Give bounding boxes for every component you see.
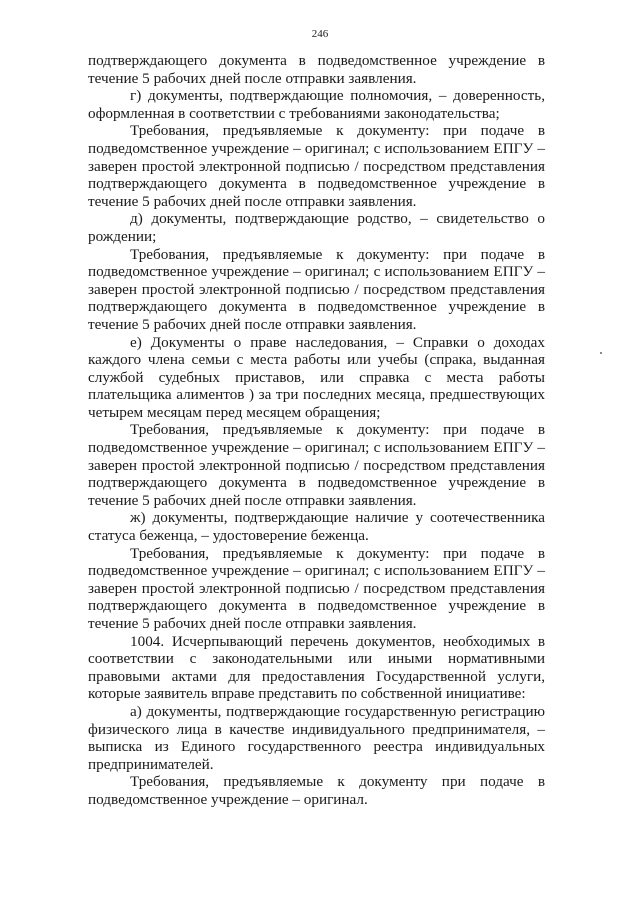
paragraph-item-a: а) документы, подтверждающие государственную регистрацию физического лица в качестве индивидуального предпринимателя, – выписка из Единого государственного реестра индивидуальных предпринимателей. [88, 702, 545, 773]
page-number: 246 [311, 28, 329, 40]
paragraph-requirements-d: Требования, предъявляемые к документу: при подаче в подведомственное учреждение – оригинал; с использованием ЕПГУ – заверен простой электронной подписью / посредством представления подтверждающего документа в подведомственное учреждение в течение 5 рабочих дней после отправки заявления. [88, 245, 545, 333]
paragraph-requirements-g: Требования, предъявляемые к документу: при подаче в подведомственное учреждение – оригинал; с использованием ЕПГУ – заверен простой электронной подписью / посредством представления подтверждающего документа в подведомственное учреждение в течение 5 рабочих дней после отправки заявления. [88, 122, 545, 210]
paragraph-item-d: д) документы, подтверждающие родство, – свидетельство о рождении; [88, 210, 545, 245]
paragraph-requirements-e: Требования, предъявляемые к документу: при подаче в подведомственное учреждение – оригинал; с использованием ЕПГУ – заверен простой электронной подписью / посредством представления подтверждающего документа в подведомственное учреждение в течение 5 рабочих дней после отправки заявления. [88, 421, 545, 509]
paragraph-continuation: подтверждающего документа в подведомственное учреждение в течение 5 рабочих дней после отправки заявления. [88, 52, 545, 87]
document-body [88, 52, 545, 809]
paragraph-clause-1004: 1004. Исчерпывающий перечень документов, необходимых в соответствии с законодательными или иными нормативными правовыми актами для предоставления Государственной услуги, которые заявитель вправе представить по собственной инициативе: [88, 632, 545, 703]
paragraph-item-g: г) документы, подтверждающие полномочия, – доверенность, оформленная в соответствии с требованиями законодательства; [88, 87, 545, 122]
paragraph-requirements-a: Требования, предъявляемые к документу при подаче в подведомственное учреждение – оригинал. [88, 773, 545, 808]
paragraph-item-zh: ж) документы, подтверждающие наличие у соотечественника статуса беженца, – удостоверение беженца. [88, 509, 545, 545]
paragraph-item-e: е) Документы о праве наследования, – Справки о доходах каждого члена семьи с места работы или учебы (спрака, выданная службой судебных приставов, или справка с места работы плательщика алиментов ) за три последних месяца, предшествующих четырем месяцам перед месяцем обращения; [88, 333, 545, 421]
scan-speck [600, 352, 602, 354]
paragraph-requirements-zh: Требования, предъявляемые к документу: при подаче в подведомственное учреждение – оригинал; с использованием ЕПГУ – заверен простой электронной подписью / посредством представления подтверждающего документа в подведомственное учреждение в течение 5 рабочих дней после отправки заявления. [88, 544, 545, 632]
